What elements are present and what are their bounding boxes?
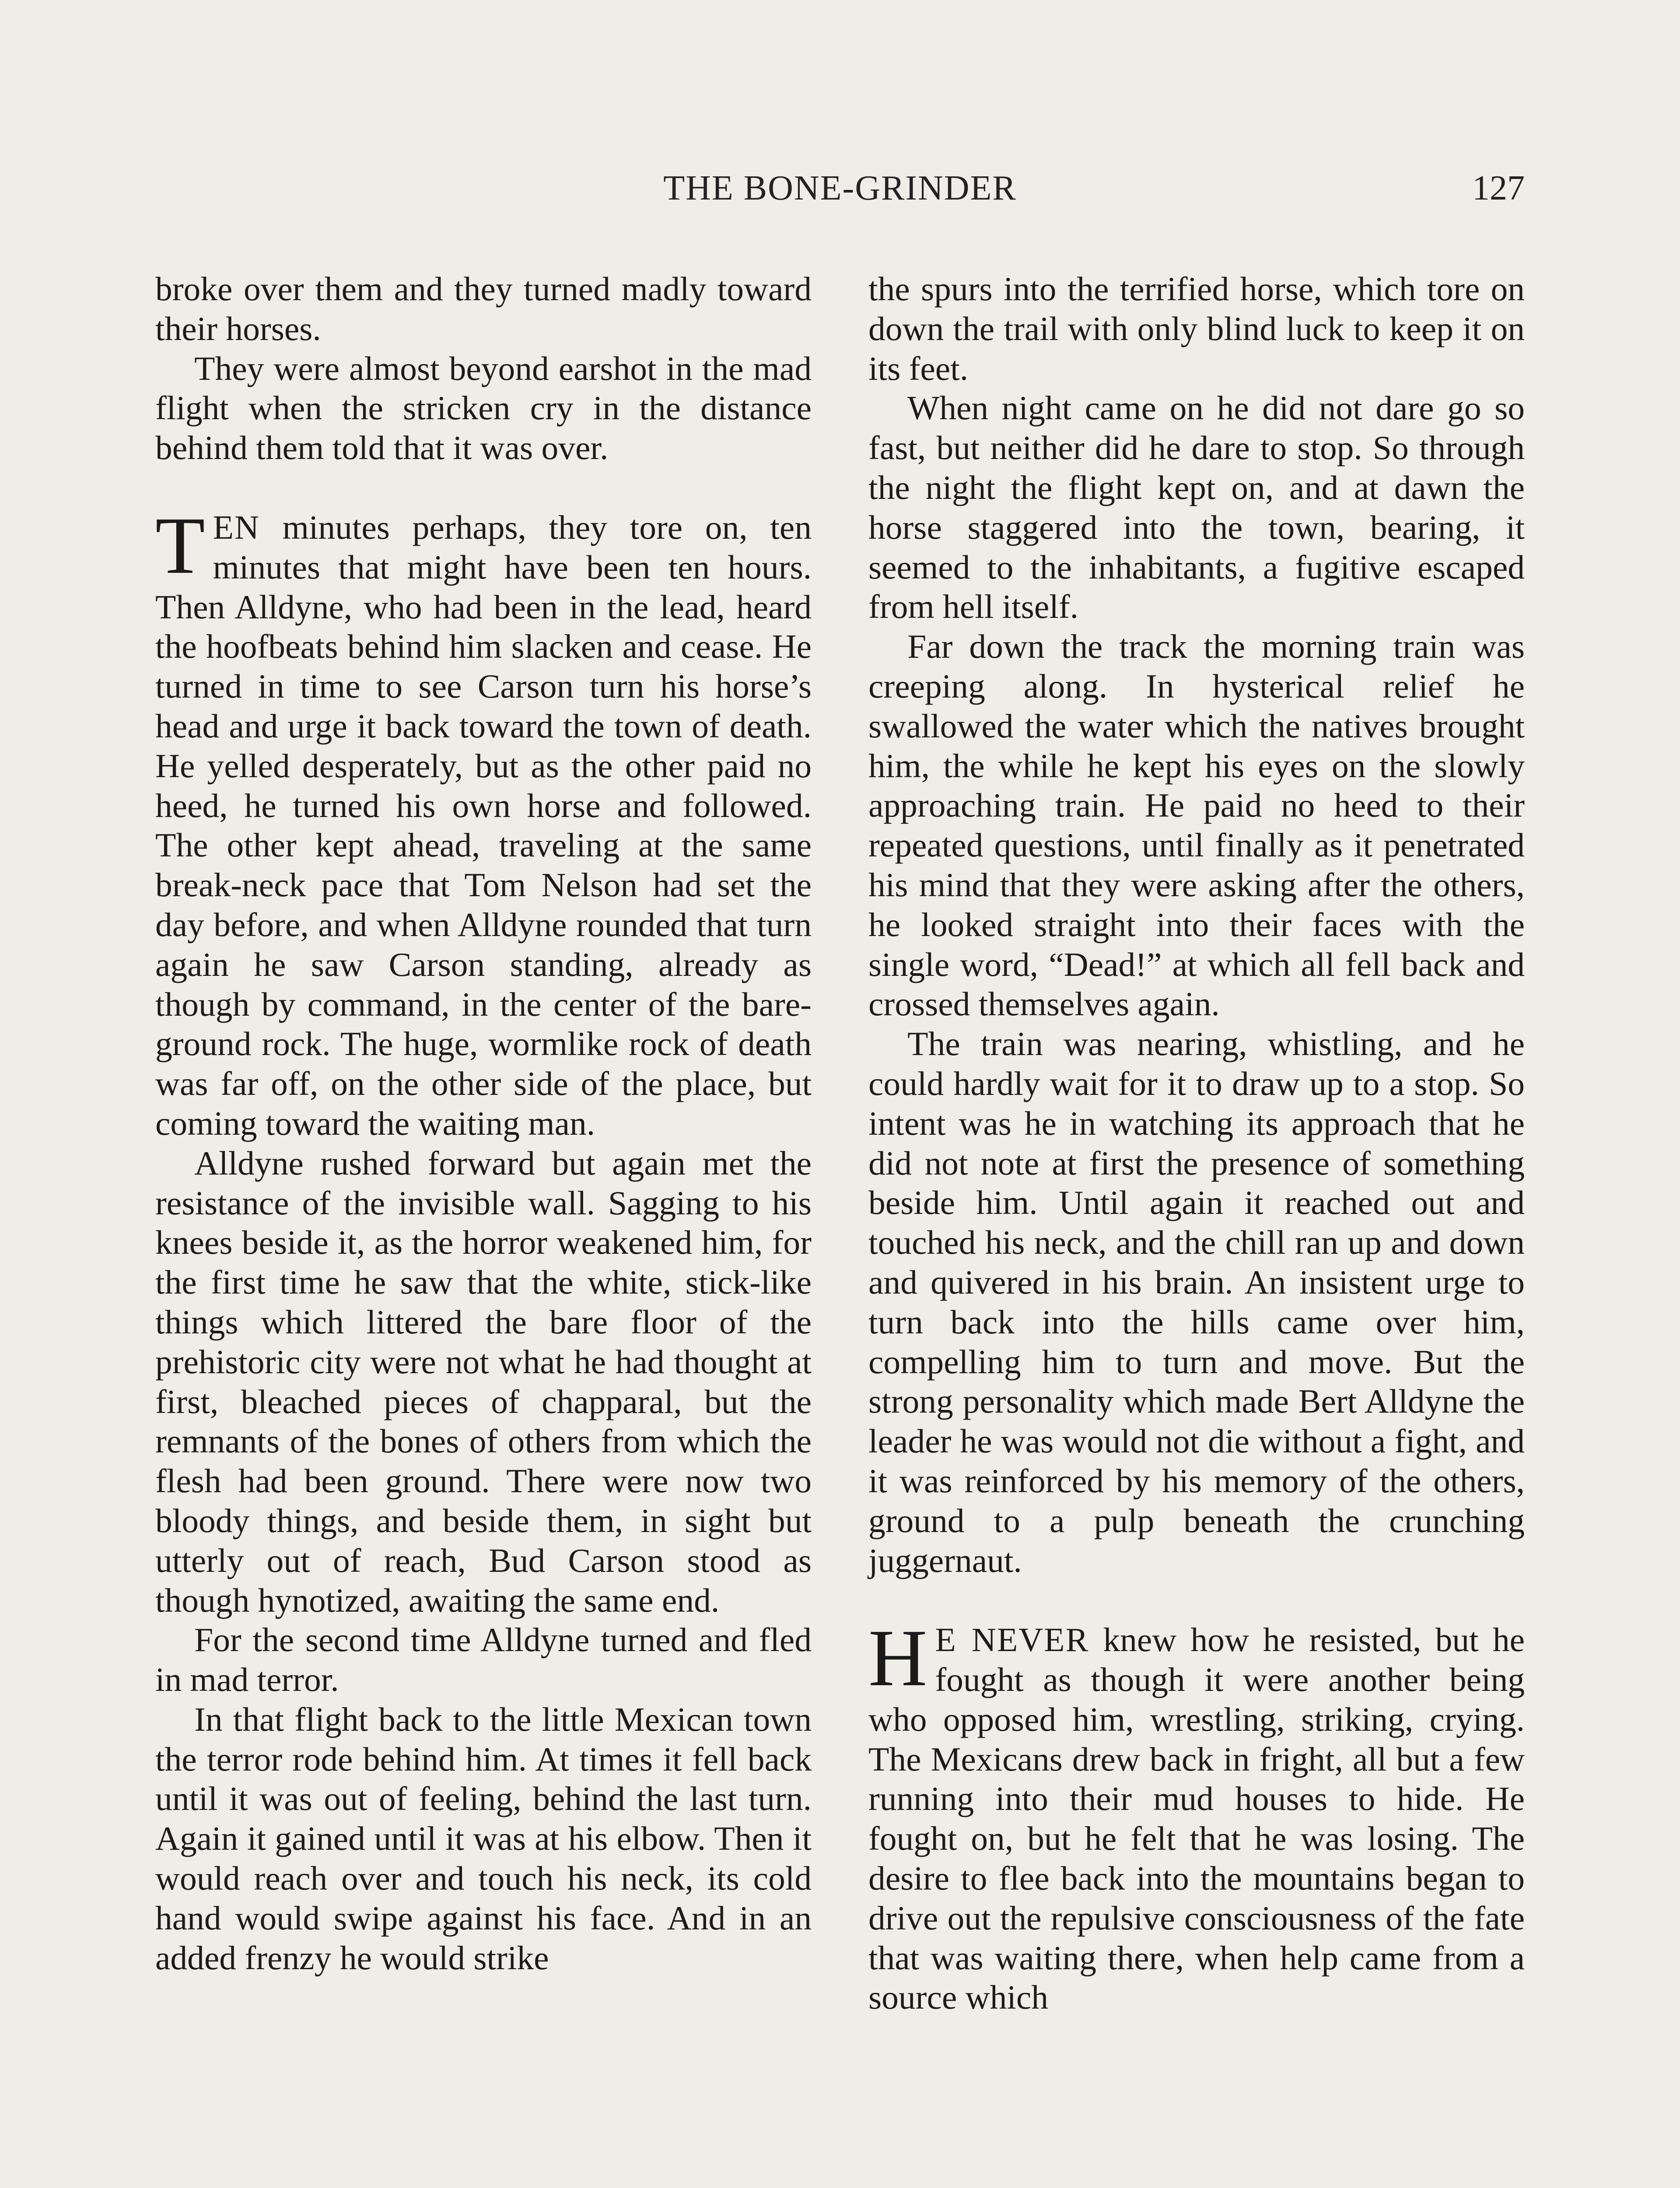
small-caps-lead: EN	[213, 508, 260, 546]
paragraph: In that flight back to the little Mexican town the terror rode behind him. At times it fell back until it was out of feeling, behind the last turn. Again it gained until it was at his elbow. Then it would reach over and touch his neck, its cold hand would swipe against his face. And in an added frenzy he would strike	[155, 1700, 812, 1977]
paragraph: The train was nearing, whistling, and he could hardly wait for it to draw up to a stop. So intent was he in watching its approach that he did not note at first the presence of something beside him. Until again it reached out and touched his neck, and the chill ran up and down and quivered in his brain. An insistent urge to turn back into the hills came over him, compelling him to turn and move. But the strong personality which made Bert Alldyne the leader he was would not die without a fight, and it was reinforced by his memory of the others, ground to a pulp beneath the crunching juggernaut.	[868, 1025, 1525, 1579]
drop-cap: T	[155, 500, 205, 591]
drop-cap: H	[868, 1613, 928, 1704]
paragraph: When night came on he did not dare go so fast, but neither did he dare to stop. So through the night the flight kept on, and at dawn the horse staggered into the town, bearing, it seemed to the inhabitants, a fugitive escaped from hell itself.	[868, 389, 1525, 626]
page-number: 127	[1472, 169, 1525, 207]
section-opening-paragraph	[155, 500, 812, 1143]
small-caps-lead: E NEVER	[935, 1621, 1089, 1659]
paragraph: Alldyne rushed forward but again met the resistance of the invisible wall. Sagging to his knees beside it, as the horror weakened him, for the first time he saw that the white, stick-like things which littered the bare floor of the prehistoric city were not what he had thought at first, bleached pieces of chapparal, but the remnants of the bones of others from which the flesh had been ground. There were now two bloody things, and beside them, in sight but utterly out of reach, Bud Carson stood as though hynotized, awaiting the same end.	[155, 1144, 812, 1619]
paragraph: For the second time Alldyne turned and fled in mad terror.	[155, 1621, 812, 1699]
running-title: THE BONE-GRINDER	[663, 169, 1017, 207]
paragraph: Far down the track the morning train was creeping along. In hysterical relief he swallowed the water which the natives brought him, the while he kept his eyes on the slowly approaching train. He paid no heed to their repeated questions, until finally as it penetrated his mind that they were asking after the others, he looked straight into their faces with the single word, “Dead!” at which all fell back and crossed themselves again.	[868, 628, 1525, 1023]
left-column	[155, 269, 812, 1978]
paragraph: the spurs into the terrified horse, which tore on down the trail with only blind luck to keep it on its feet.	[868, 270, 1525, 387]
paragraph: They were almost beyond earshot in the mad flight when the stricken cry in the distance behind them told that it was over.	[155, 349, 812, 467]
page-header	[155, 168, 1525, 217]
paragraph-text: knew how he resisted, but he fought as though it were another being who opposed him, wrestling, striking, crying. The Mexicans drew back in fright, all but a few running into their mud houses to hide. He fought on, but he felt that he was losing. The desire to flee back into the mountains began to drive out the repulsive consciousness of the fate that was waiting there, when help came from a source which	[868, 1621, 1525, 2016]
paragraph-text: minutes perhaps, they tore on, ten minutes that might have been ten hours. Then Alldyne, who had been in the lead, heard the hoofbeats behind him slacken and cease. He turned in time to see Carson turn his horse’s head and urge it back toward the town of death. He yelled desperately, but as the other paid no heed, he turned his own horse and followed. The other kept ahead, traveling at the same break-neck pace that Tom Nelson had set the day before, and when Alldyne rounded that turn again he saw Carson standing, already as though by command, in the center of the bare-ground rock. The huge, wormlike rock of death was far off, on the other side of the place, but coming toward the waiting man.	[155, 508, 812, 1142]
paragraph: broke over them and they turned madly toward their horses.	[155, 270, 812, 347]
right-column	[868, 269, 1525, 2017]
section-opening-paragraph	[868, 1613, 1525, 2017]
